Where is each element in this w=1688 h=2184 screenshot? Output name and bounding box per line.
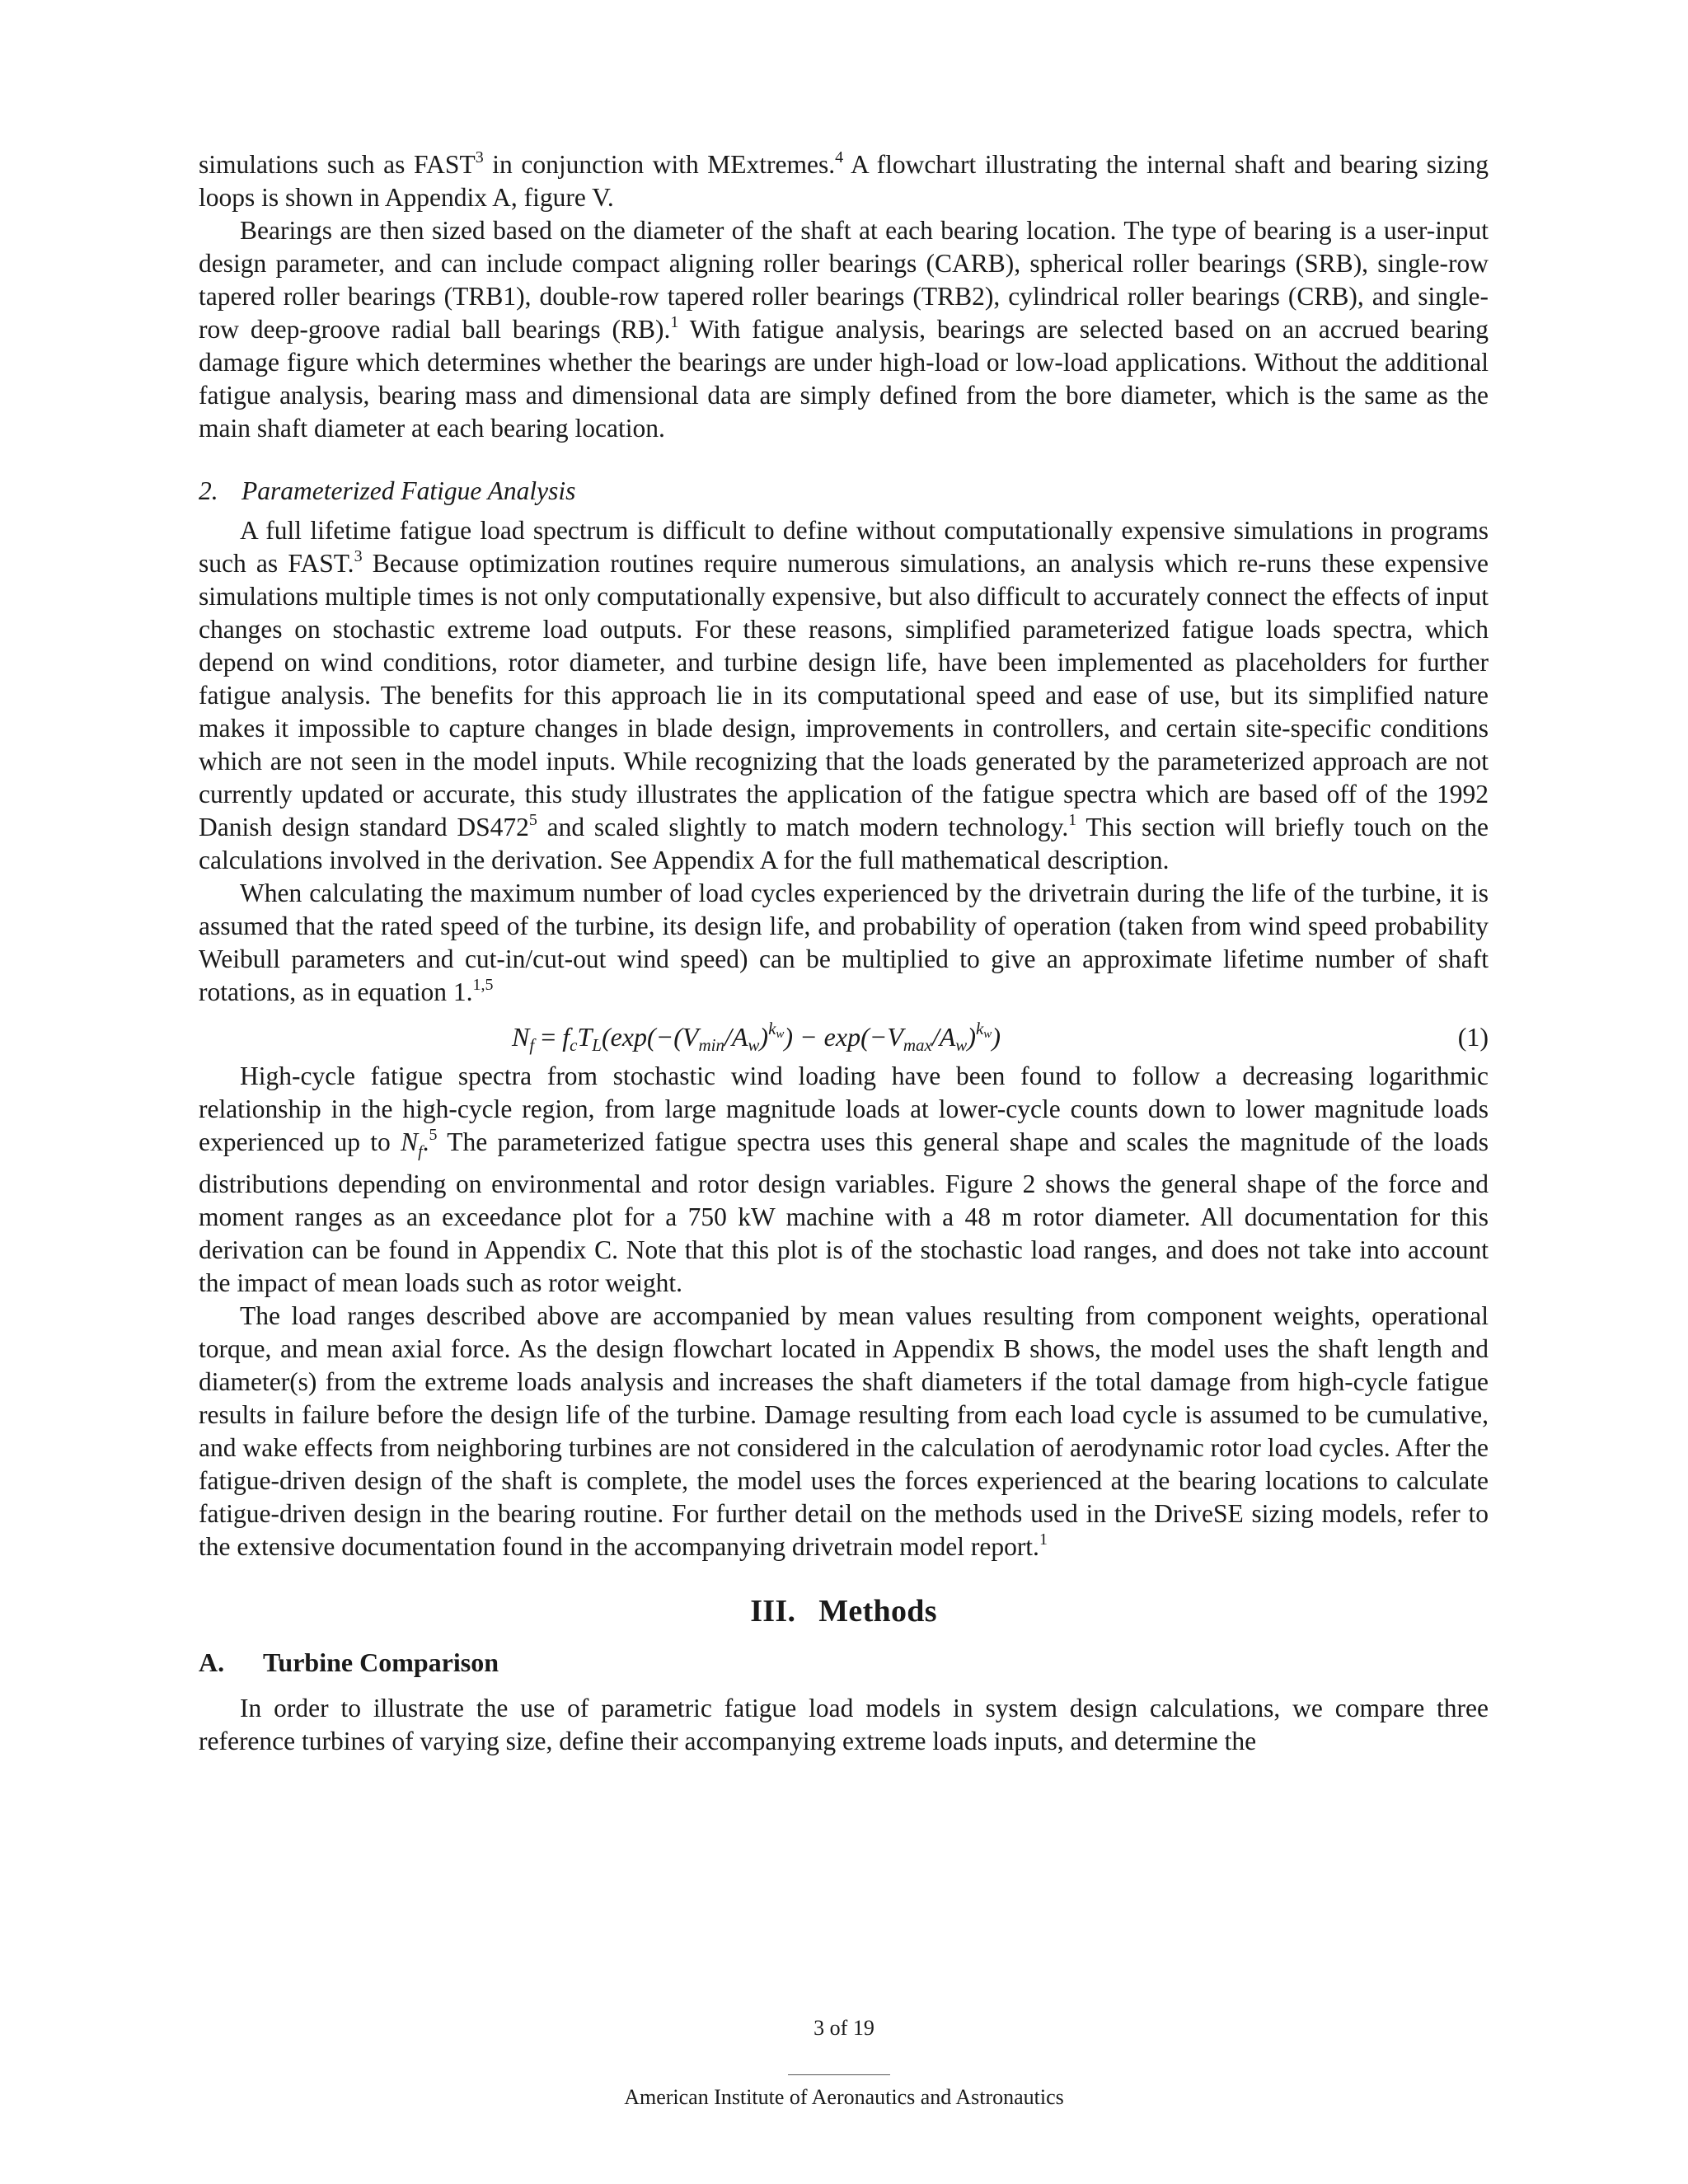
paragraph	[199, 877, 1489, 1009]
citation-superscript: 1	[1039, 1530, 1048, 1549]
paragraph	[199, 1300, 1489, 1563]
subsubsection-number: 2.	[199, 476, 218, 505]
text-run: The load ranges described above are accompanied by mean values resulting from component weights, operational torque, and mean axial force. As the design flowchart located in Appendix B shows, the model uses the shaft length and diameter(s) from the extreme loads analysis and increases the shaft diameters if the total damage from high-cycle fatigue results in failure before the design life of the turbine. Damage resulting from each load cycle is assumed to be cumulative, and wake effects from neighboring turbines are not considered in the calculation of aerodynamic rotor load cycles. After the fatigue-driven design of the shaft is complete, the model uses the forces experienced at the bearing locations to calculate fatigue-driven design in the bearing routine. For further detail on the methods used in the DriveSE sizing models, refer to the extensive documentation found in the accompanying drivetrain model report.	[199, 1301, 1489, 1562]
paragraph	[199, 148, 1489, 214]
publisher-name: American Institute of Aeronautics and Astronautics	[624, 2085, 1064, 2109]
citation-superscript: 1	[670, 313, 679, 331]
paragraph	[199, 514, 1489, 877]
equation-number: (1)	[1457, 1022, 1489, 1052]
text-run: The parameterized fatigue spectra uses this general shape and scales the magnitude of the loads distributions depending on environmental and rotor design variables. Figure 2 shows the general shape of the force and moment ranges as an exceedance plot for a 750 kW machine with a 48 m rotor diameter. All documentation for this derivation can be found in Appendix C. Note that this plot is of the stochastic load ranges, and does not take into account the impact of mean loads such as rotor weight.	[199, 1127, 1489, 1298]
text-run: A flowchart illustrating the internal shaft and bearing sizing loops is shown in Appendix A, figure V.	[199, 150, 1489, 212]
text-run: and scaled slightly to match modern technology.	[537, 813, 1069, 841]
text-run: When calculating the maximum number of load cycles experienced by the drivetrain during the life of the turbine, it is assumed that the rated speed of the turbine, its design life, and probability of operation (taken from wind speed probability Weibull parameters and cut-in/cut-out wind speed) can be multiplied to give an approximate lifetime number of shaft rotations, as in equation 1.	[199, 879, 1489, 1006]
paragraph	[199, 1060, 1489, 1300]
body-text	[199, 148, 1489, 1758]
citation-superscript: 3	[354, 547, 363, 565]
math-symbol: N	[401, 1127, 419, 1156]
subsubsection-heading	[199, 475, 1489, 508]
text-run: With fatigue analysis, bearings are selected based on an accrued bearing damage figure which determines whether the bearings are under high-load or low-load applications. Without the additional fatigue analysis, bearing mass and dimensional data are simply defined from the bore diameter, which is the same as the main shaft diameter at each bearing location.	[199, 315, 1489, 443]
subsection-title: Turbine Comparison	[263, 1647, 499, 1678]
citation-superscript: 1	[1068, 811, 1077, 829]
text-run: A full lifetime fatigue load spectrum is difficult to define without computationally expensive simulations in programs such as FAST.	[199, 516, 1489, 578]
section-heading	[199, 1595, 1489, 1628]
equation-1	[199, 1020, 1489, 1057]
text-run: Bearings are then sized based on the diameter of the shaft at each bearing location. The type of bearing is a user-input design parameter, and can include compact aligning roller bearings (CARB), spherical roller bearings (SRB), single-row tapered roller bearings (TRB1), double-row tapered roller bearings (TRB2), cylindrical roller bearings (CRB), and single-row deep-groove radial ball bearings (RB).	[199, 216, 1489, 344]
section-title: Methods	[818, 1594, 937, 1629]
paragraph	[199, 1692, 1489, 1758]
footer-divider	[788, 2074, 890, 2075]
text-run: High-cycle fatigue spectra from stochastic wind loading have been found to follow a decreasing logarithmic relationship in the high-cycle region, from large magnitude loads at lower-cycle counts down to lower magnitude loads experienced up to	[199, 1062, 1489, 1156]
text-run: in conjunction with MExtremes.	[483, 150, 836, 179]
citation-superscript: 1,5	[472, 976, 494, 994]
subsection-number: A.	[199, 1647, 225, 1678]
citation-superscript: 5	[528, 811, 537, 829]
text-run: Because optimization routines require numerous simulations, an analysis which re-runs these expensive simulations multiple times is not only computationally expensive, but also difficult to accurately connect the effects of input changes on stochastic extreme load outputs. For these reasons, simplified parameterized fatigue loads spectra, which depend on wind conditions, rotor diameter, and turbine design life, have been implemented as placeholders for further fatigue analysis. The benefits for this approach lie in its computational speed and ease of use, but its simplified nature makes it impossible to capture changes in blade design, improvements in controllers, and certain site-specific conditions which are not seen in the model inputs. While recognizing that the loads generated by the parameterized approach are not currently updated or accurate, this study illustrates the application of the fatigue spectra which are based off of the 1992 Danish design standard DS472	[199, 549, 1489, 841]
citation-superscript: 4	[835, 148, 844, 166]
text-run: In order to illustrate the use of parametric fatigue load models in system design calculations, we compare three reference turbines of varying size, define their accompanying extreme loads inputs, and determine the	[199, 1694, 1489, 1756]
text-run: simulations such as FAST	[199, 150, 476, 179]
page-number: 3 of 19	[814, 2016, 874, 2040]
subsection-heading	[199, 1646, 1489, 1679]
subsubsection-title: Parameterized Fatigue Analysis	[241, 476, 576, 505]
text-run: .	[422, 1127, 429, 1156]
citation-superscript: 5	[429, 1126, 438, 1144]
section-number: III.	[750, 1594, 796, 1629]
paragraph	[199, 214, 1489, 445]
math-subscript: f	[418, 1142, 423, 1161]
citation-superscript: 3	[475, 148, 484, 166]
text-run: This section will briefly touch on the calculations involved in the derivation. See Appendix A for the full mathematical description.	[199, 813, 1489, 874]
equation-body: $N_f = f_cT_L(\exp(-(V_{min}/A_w)^{k_w}) - \exp(-V_{max}/A_w)^{k_w})$	[512, 1019, 1001, 1055]
